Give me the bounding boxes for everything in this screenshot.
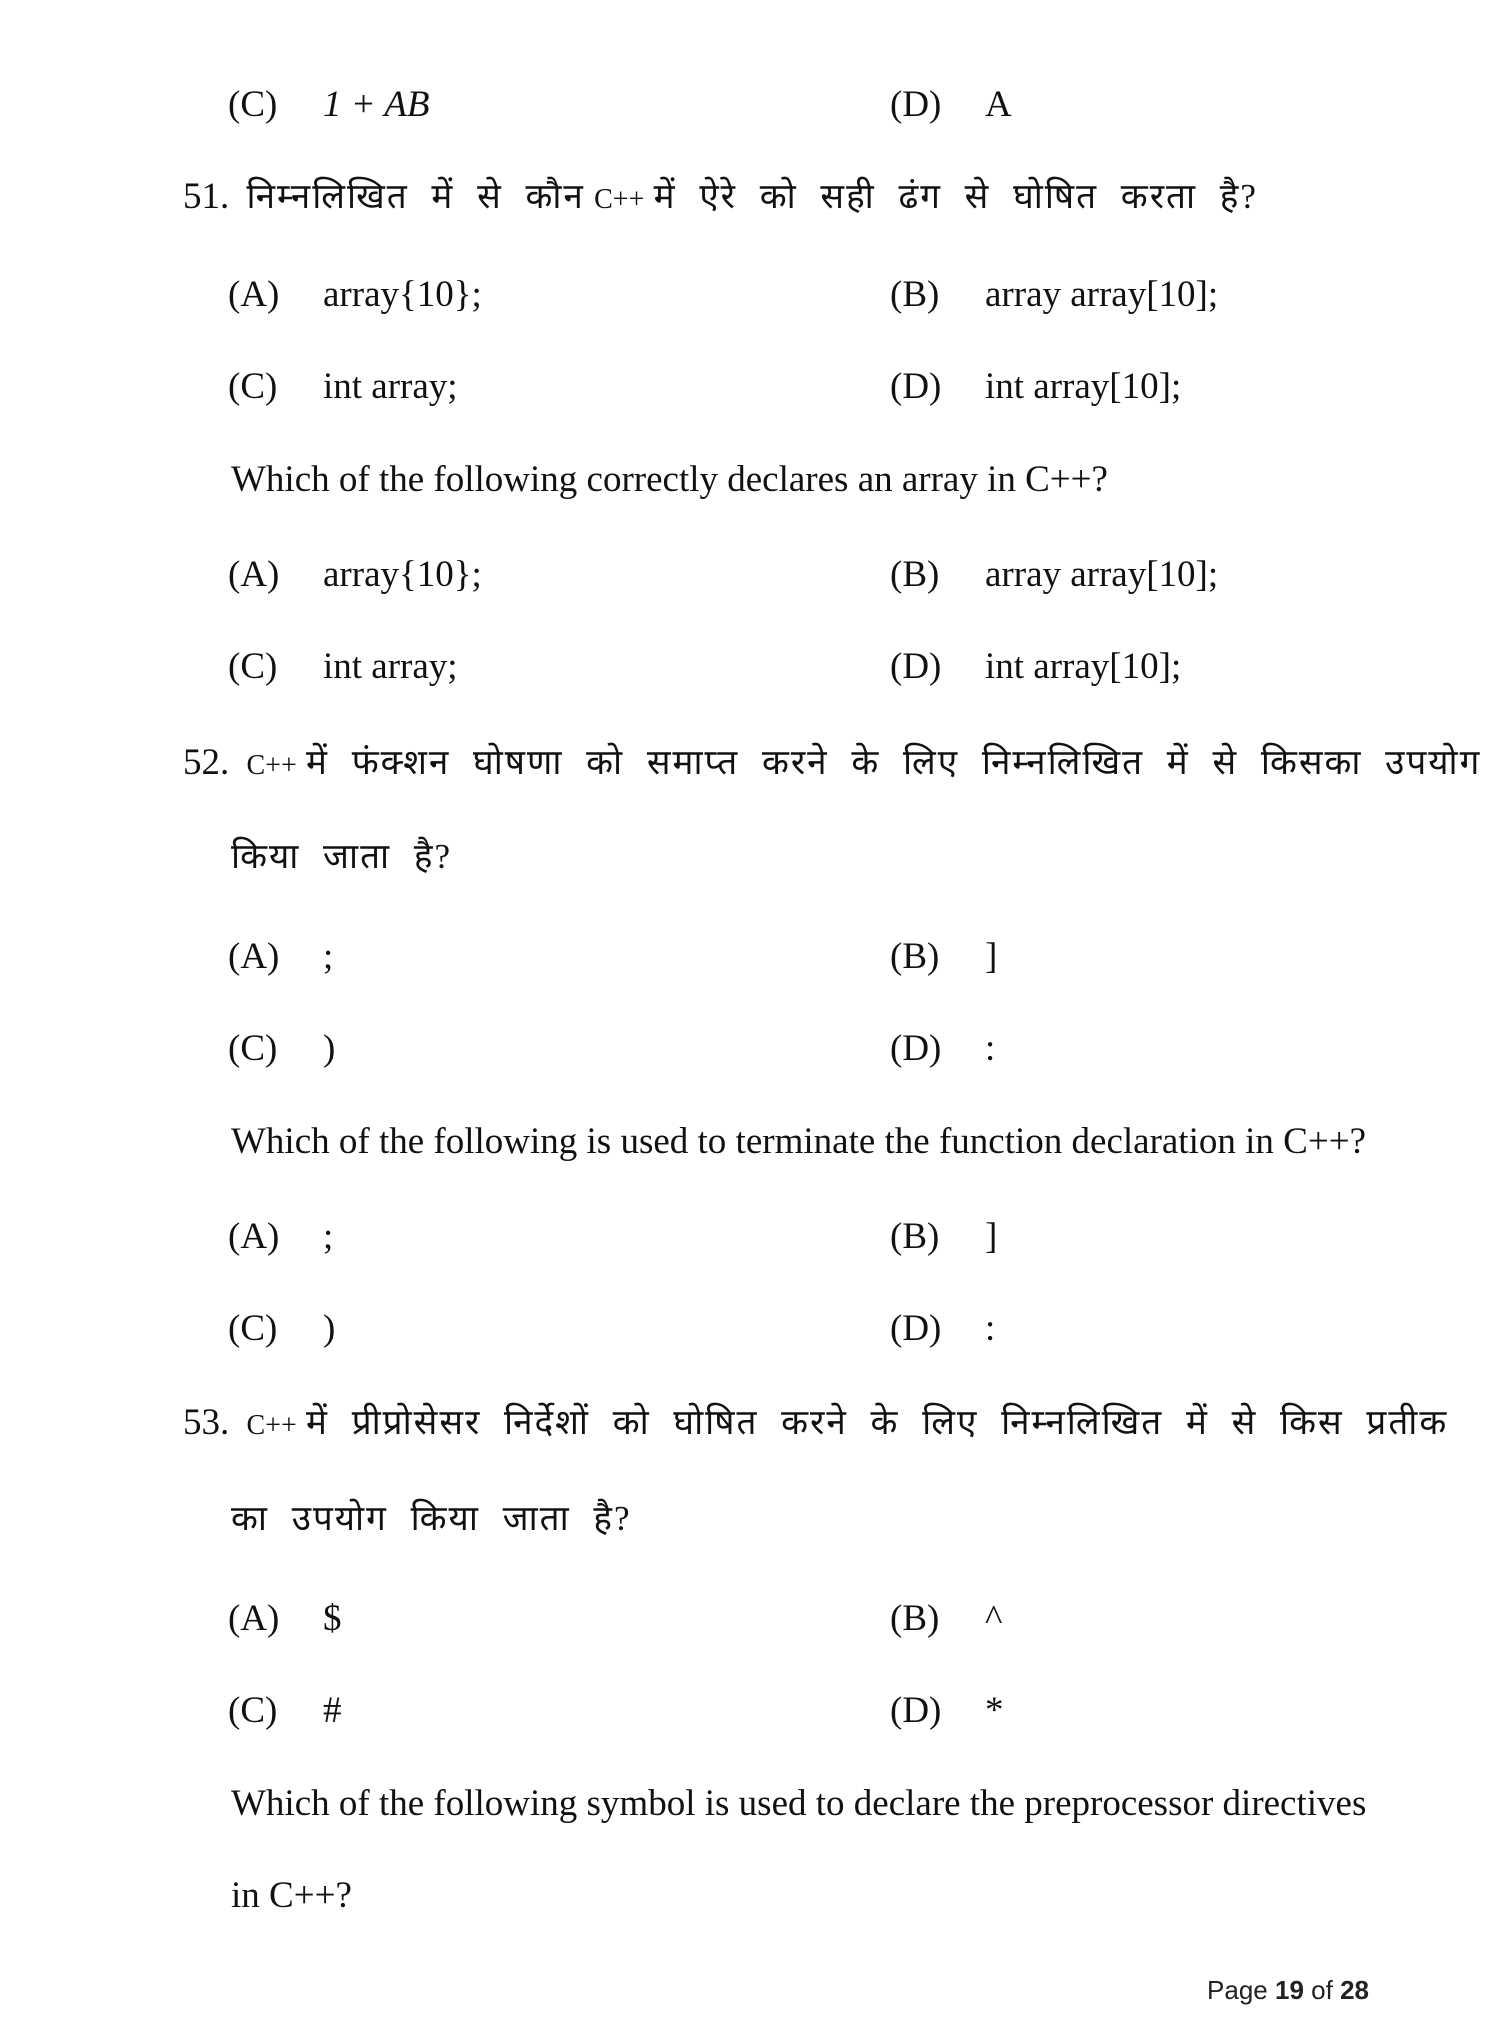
option-value: : bbox=[985, 1307, 996, 1349]
q52-en-option-d bbox=[890, 1298, 995, 1358]
q51-en-options-row-cd bbox=[0, 636, 1505, 696]
option-letter: (B) bbox=[890, 273, 940, 315]
q53-english-question-line1: Which of the following symbol is used to declare the preprocessor directives bbox=[231, 1783, 1367, 1824]
option-letter: (A) bbox=[228, 553, 280, 595]
option-value: ) bbox=[323, 1027, 336, 1069]
q51-en-option-c bbox=[228, 636, 458, 696]
q53-option-d bbox=[890, 1680, 1004, 1740]
q51-hi-option-c bbox=[228, 356, 458, 416]
option-letter: (A) bbox=[228, 273, 280, 315]
option-letter: (A) bbox=[228, 1597, 280, 1639]
q53-english-question-line2: in C++? bbox=[231, 1875, 352, 1916]
q53-options-row-cd bbox=[0, 1680, 1505, 1740]
q51-en-option-a bbox=[228, 544, 482, 604]
option-letter: (C) bbox=[228, 645, 278, 687]
page-footer bbox=[1207, 1975, 1369, 2006]
q51-hi-option-a bbox=[228, 264, 482, 324]
q52-en-option-a bbox=[228, 1206, 333, 1266]
q52-hindi-question-line1 bbox=[183, 738, 1482, 785]
q53-options-row-ab bbox=[0, 1588, 1505, 1648]
q50-options-row-cd bbox=[0, 74, 1505, 134]
q51-hi-option-d bbox=[890, 356, 1181, 416]
option-value: ; bbox=[323, 1215, 334, 1257]
option-letter: (B) bbox=[890, 1597, 940, 1639]
q52-hi-options-row-ab bbox=[0, 926, 1505, 986]
q52-hi-options-row-cd bbox=[0, 1018, 1505, 1078]
q52-hindi-text-line1: में फंक्शन घोषणा को समाप्त करने के लिए निम्नलिखित में से किसका उपयोग bbox=[306, 743, 1482, 782]
q51-en-option-b bbox=[890, 544, 1218, 604]
q52-hindi-question-line2: किया जाता है? bbox=[231, 837, 452, 876]
option-value: ; bbox=[323, 935, 334, 977]
q53-hindi-question-line2: का उपयोग किया जाता है? bbox=[231, 1499, 632, 1538]
page-number: 19 bbox=[1275, 1975, 1304, 2005]
option-letter: (B) bbox=[890, 553, 940, 595]
option-value: array array[10]; bbox=[985, 273, 1219, 315]
option-value: $ bbox=[323, 1597, 342, 1639]
option-letter: (D) bbox=[890, 645, 942, 687]
option-value: : bbox=[985, 1027, 996, 1069]
option-value: # bbox=[323, 1689, 342, 1731]
q52-hindi-cpp: C++ bbox=[246, 750, 297, 781]
question-number: 51. bbox=[183, 176, 230, 217]
q52-en-option-b bbox=[890, 1206, 997, 1266]
option-letter: (C) bbox=[228, 1027, 278, 1069]
option-letter: (C) bbox=[228, 1307, 278, 1349]
page-total: 28 bbox=[1340, 1975, 1369, 2005]
option-value: int array[10]; bbox=[985, 645, 1182, 687]
option-letter: (C) bbox=[228, 365, 278, 407]
question-number: 52. bbox=[183, 742, 230, 783]
option-value: * bbox=[985, 1689, 1004, 1731]
option-value: ] bbox=[985, 1215, 998, 1257]
q53-option-b bbox=[890, 1588, 1002, 1648]
page-label: Page bbox=[1207, 1975, 1268, 2005]
q53-hindi-text-line1: में प्रीप्रोसेसर निर्देशों को घोषित करने के लिए निम्नलिखित में से किस प्रतीक bbox=[306, 1403, 1449, 1442]
option-letter: (B) bbox=[890, 1215, 940, 1257]
option-value: int array; bbox=[323, 365, 458, 407]
q52-en-options-row-ab bbox=[0, 1206, 1505, 1266]
option-value: ^ bbox=[985, 1597, 1003, 1639]
option-letter: (D) bbox=[890, 1027, 942, 1069]
option-value: ) bbox=[323, 1307, 336, 1349]
q51-hindi-text-part1: निम्नलिखित में से कौन bbox=[246, 177, 585, 216]
q51-hi-option-b bbox=[890, 264, 1218, 324]
q52-english-question: Which of the following is used to terminate the function declaration in C++? bbox=[231, 1121, 1366, 1162]
option-letter: (D) bbox=[890, 83, 942, 125]
q51-en-options-row-ab bbox=[0, 544, 1505, 604]
page-of-label: of bbox=[1311, 1975, 1333, 2005]
q53-option-a bbox=[228, 1588, 342, 1648]
q51-en-option-d bbox=[890, 636, 1181, 696]
option-letter: (C) bbox=[228, 1689, 278, 1731]
q52-hi-option-d bbox=[890, 1018, 995, 1078]
q53-hindi-question-line1 bbox=[183, 1398, 1449, 1445]
q51-hindi-text-part2: में ऐरे को सही ढंग से घोषित करता है? bbox=[653, 177, 1258, 216]
option-letter: (D) bbox=[890, 365, 942, 407]
option-letter: (D) bbox=[890, 1307, 942, 1349]
q53-option-c bbox=[228, 1680, 342, 1740]
question-number: 53. bbox=[183, 1402, 230, 1443]
q50-option-c bbox=[228, 74, 430, 134]
option-value: 1 + AB bbox=[323, 83, 430, 125]
q52-hi-option-a bbox=[228, 926, 333, 986]
option-value: int array; bbox=[323, 645, 458, 687]
option-letter: (B) bbox=[890, 935, 940, 977]
q51-hindi-cpp: C++ bbox=[594, 184, 645, 215]
option-value: array{10}; bbox=[323, 553, 482, 595]
option-value: int array[10]; bbox=[985, 365, 1182, 407]
q53-hindi-cpp: C++ bbox=[246, 1410, 297, 1441]
q51-hi-options-row-cd bbox=[0, 356, 1505, 416]
option-letter: (A) bbox=[228, 1215, 280, 1257]
option-value: ] bbox=[985, 935, 998, 977]
q51-english-question: Which of the following correctly declares an array in C++? bbox=[231, 459, 1108, 500]
option-value: A bbox=[985, 83, 1012, 125]
q51-hi-options-row-ab bbox=[0, 264, 1505, 324]
q52-hi-option-b bbox=[890, 926, 997, 986]
option-letter: (A) bbox=[228, 935, 280, 977]
option-value: array{10}; bbox=[323, 273, 482, 315]
q52-en-option-c bbox=[228, 1298, 335, 1358]
q51-hindi-question bbox=[183, 172, 1365, 219]
q52-en-options-row-cd bbox=[0, 1298, 1505, 1358]
option-letter: (C) bbox=[228, 83, 278, 125]
q52-hi-option-c bbox=[228, 1018, 335, 1078]
option-letter: (D) bbox=[890, 1689, 942, 1731]
q50-option-d bbox=[890, 74, 1012, 134]
option-value: array array[10]; bbox=[985, 553, 1219, 595]
